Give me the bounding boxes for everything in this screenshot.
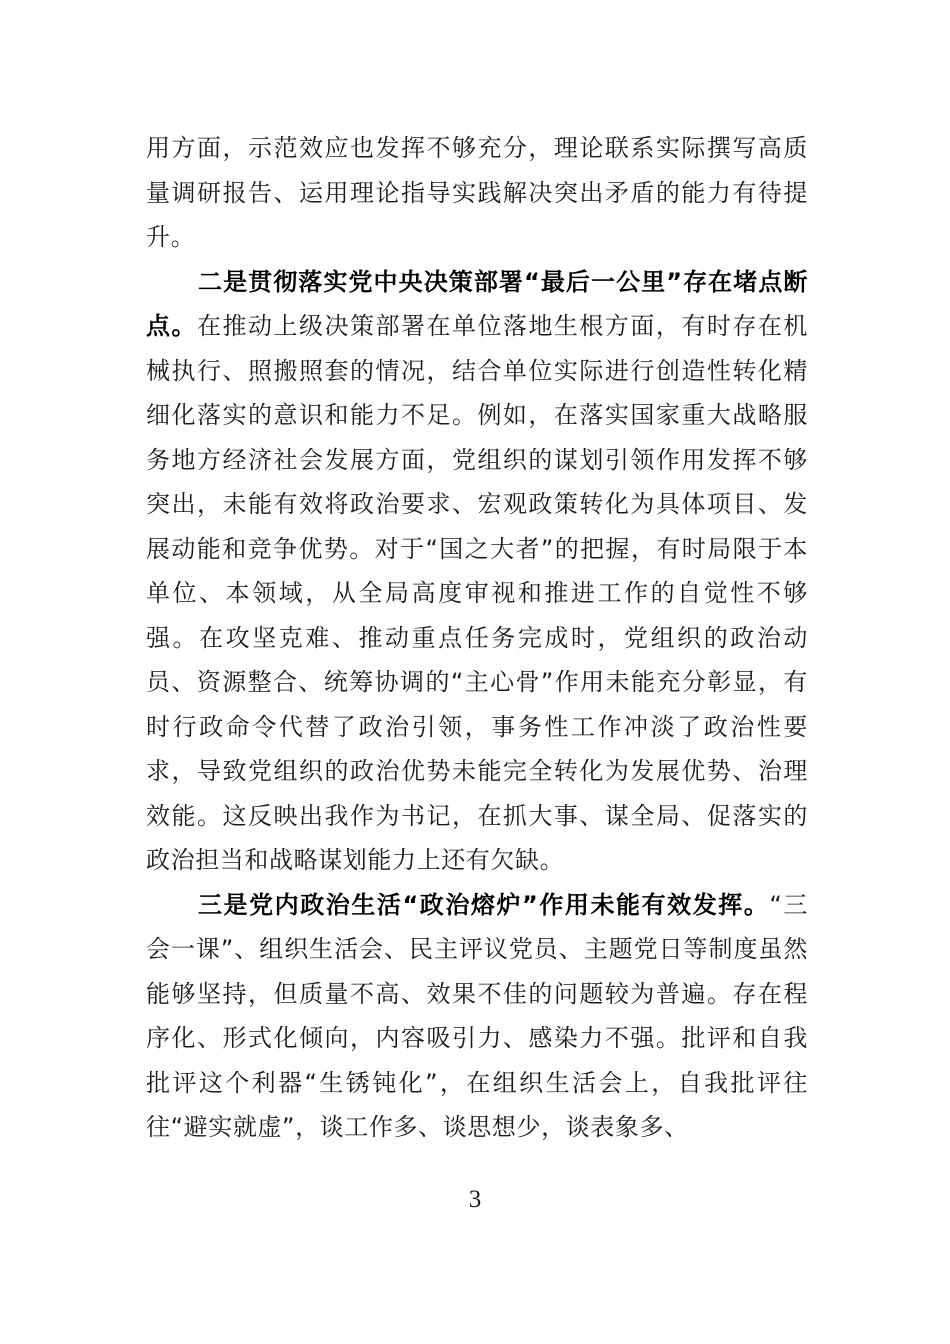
paragraph-continuation	[146, 126, 808, 260]
paragraph-text: 用方面，示范效应也发挥不够充分，理论联系实际撰写高质量调研报告、运用理论指导实践解决突出矛盾的能力有待提升。	[146, 134, 808, 251]
paragraph-point-two	[146, 260, 808, 883]
paragraph-point-three	[146, 883, 808, 1150]
paragraph-text: 在推动上级决策部署在单位落地生根方面，有时存在机械执行、照搬照套的情况，结合单位实际进行创造性转化精细化落实的意识和能力不足。例如，在落实国家重大战略服务地方经济社会发展方面，党组织的谋划引领作用发挥不够突出，未能有效将政治要求、宏观政策转化为具体项目、发展动能和竞争优势。对于“国之大者”的把握，有时局限于本单位、本领域，从全局高度审视和推进工作的自觉性不够强。在攻坚克难、推动重点任务完成时，党组织的政治动员、资源整合、统筹协调的“主心骨”作用未能充分彰显，有时行政命令代替了政治引领，事务性工作冲淡了政治性要求，导致党组织的政治优势未能完全转化为发展优势、治理效能。这反映出我作为书记，在抓大事、谋全局、促落实的政治担当和战略谋划能力上还有欠缺。	[146, 312, 808, 874]
page-number: 3	[468, 1186, 482, 1213]
paragraph-heading: 三是党内政治生活“政治熔炉”作用未能有效发挥。	[198, 890, 770, 919]
paragraph-heading: 二是贯彻落实党中央决策部署“最后一公里”存在堵点断点。	[146, 267, 808, 340]
paragraph-text: “三会一课”、组织生活会、民主评议党员、主题党日等制度虽然能够坚持，但质量不高、效果不佳的问题较为普遍。存在程序化、形式化倾向，内容吸引力、感染力不强。批评和自我批评这个利器“生锈钝化”，在组织生活会上，自我批评往往“避实就虚”，谈工作多、谈思想少，谈表象多、	[146, 890, 808, 1141]
document-body	[146, 126, 808, 1150]
